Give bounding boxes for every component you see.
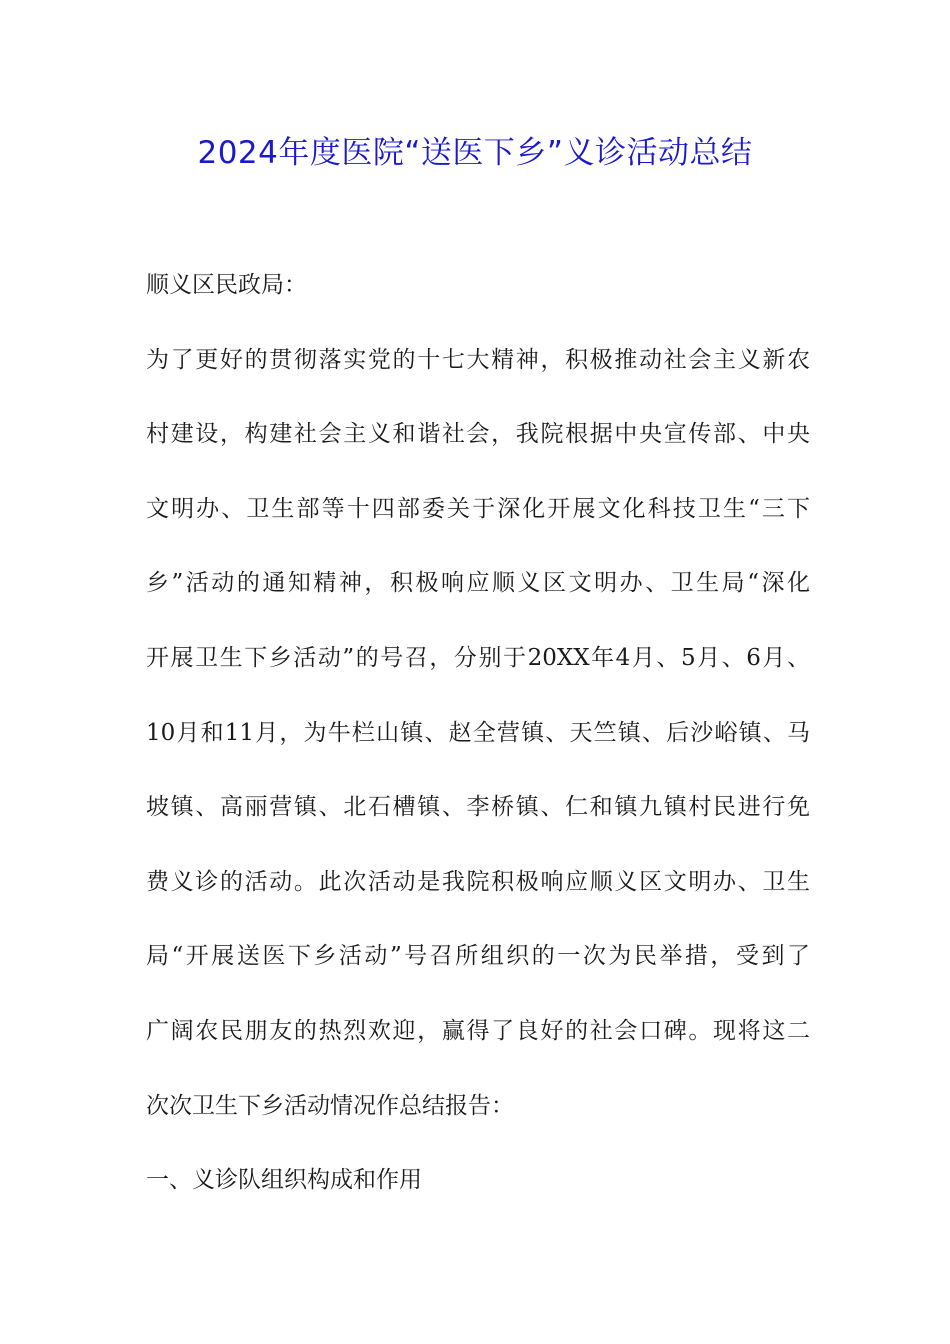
- paragraph-line: 乡”活动的通知精神，积极响应顺义区文明办、卫生局“深化: [146, 570, 810, 597]
- document-title: 2024年度医院“送医下乡”义诊活动总结: [197, 135, 753, 171]
- paragraph-line: 开展卫生下乡活动”的号召，分别于20XX年4月、5月、6月、: [146, 644, 810, 671]
- section-heading: 一、义诊队组织构成和作用: [146, 1167, 422, 1194]
- document-body: [146, 262, 810, 1232]
- paragraph-line: 为了更好的贯彻落实党的十七大精神，积极推动社会主义新农: [146, 346, 810, 373]
- paragraph-line: 局“开展送医下乡活动”号召所组织的一次为民举措，受到了: [146, 943, 810, 970]
- paragraph-line: 费义诊的活动。此次活动是我院积极响应顺义区文明办、卫生: [146, 868, 810, 895]
- paragraph-line: 次次卫生下乡活动情况作总结报告：: [146, 1092, 514, 1119]
- paragraph-line: 广阔农民朋友的热烈欢迎，赢得了良好的社会口碑。现将这二: [146, 1017, 810, 1044]
- paragraph-line: 坡镇、高丽营镇、北石槽镇、李桥镇、仁和镇九镇村民进行免: [146, 794, 810, 821]
- paragraph-line: 10月和11月，为牛栏山镇、赵全营镇、天竺镇、后沙峪镇、马: [146, 719, 810, 746]
- paragraph-line: 文明办、卫生部等十四部委关于深化开展文化科技卫生“三下: [146, 495, 810, 522]
- salutation: 顺义区民政局：: [146, 272, 307, 298]
- paragraph-line: 村建设，构建社会主义和谐社会，我院根据中央宣传部、中央: [146, 421, 810, 448]
